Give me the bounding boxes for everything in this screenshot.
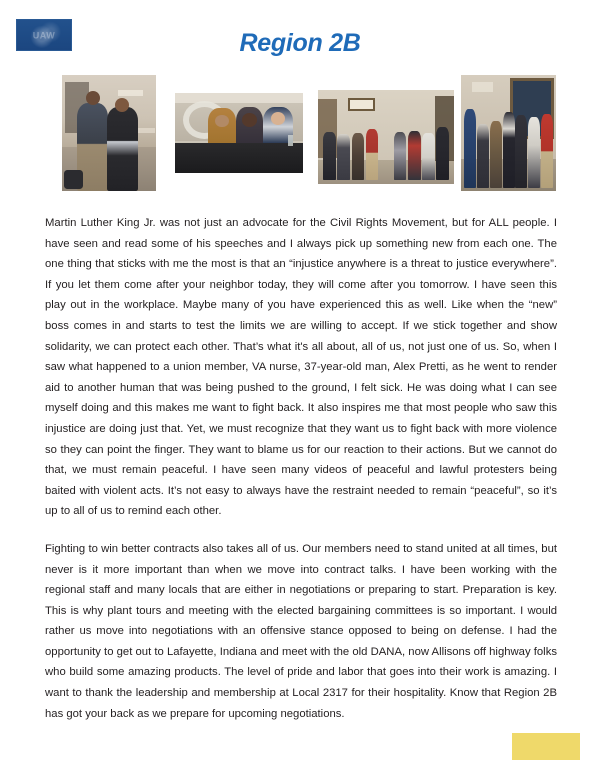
photo-group-of-nine [318, 90, 454, 184]
photo-two-representatives [62, 75, 156, 191]
logo-emblem-text: UAW [32, 30, 56, 41]
article-body [45, 213, 557, 724]
page-title: Region 2B [239, 29, 361, 57]
masthead [0, 0, 600, 70]
body-paragraph: Fighting to win better contracts also takes all of us. Our members need to stand united at all times, but never is it more important than when we move into contract talks. I have been working with the regional staff and many locals that are either in negotiations or preparing to start. Preparation is key. This is why plant tours and meeting with the elected bargaining committees is so important. I would rather us move into negotiations with an offensive stance opposed to being on defense. I had the opportunity to get out to Lafayette, Indiana and meet with the old DANA, now Allisons off highway folks who build some amazing products. The level of pride and labor that goes into their work is amazing. I want to thank the leadership and membership at Local 2317 for their hospitality. Know that Region 2B has got your back as we prepare for upcoming negotiations. [45, 542, 557, 720]
body-paragraph: Martin Luther King Jr. was not just an advocate for the Civil Rights Movement, but for ALL people. I have seen and read some of his speeches and I always pick up something new from each one. The one thing that sticks with me the most is that an “injustice anywhere is a threat to justice everywhere”. If you let them come after your neighbor today, they will come after you tomorrow. I have seen this play out in the workplace. Maybe many of you have experienced this as well. Like when the “new” boss comes in and starts to test the limits we are willing to accept. If we stick together and show solidarity, we can protect each other. That’s what it's all about, all of us, not just one of us. So, when I saw what happened to a union member, VA nurse, 37-year-old man, Alex Pretti, as he went to render aid to another human that was being pushed to the ground, I felt sick. He was doing what I can see myself doing and this makes me want to fight back. It also inspires me that most people who saw this injustice are doing just that. Yet, we must recognize that they want us to fight back with more violence so they can point the finger. They want to blame us for our reaction to their actions. But we cannot do that, we must remain peaceful. I have seen many videos of peaceful and lawful protesters being baited with violent acts. It’s not easy to always have the restraint needed to remain “peaceful”, so it’s up to all of us to remind each other. [45, 217, 557, 518]
photo-group-of-seven [461, 75, 556, 191]
photo-strip [0, 66, 600, 198]
footer-accent-block [512, 733, 580, 760]
photo-panel-table [175, 93, 303, 173]
